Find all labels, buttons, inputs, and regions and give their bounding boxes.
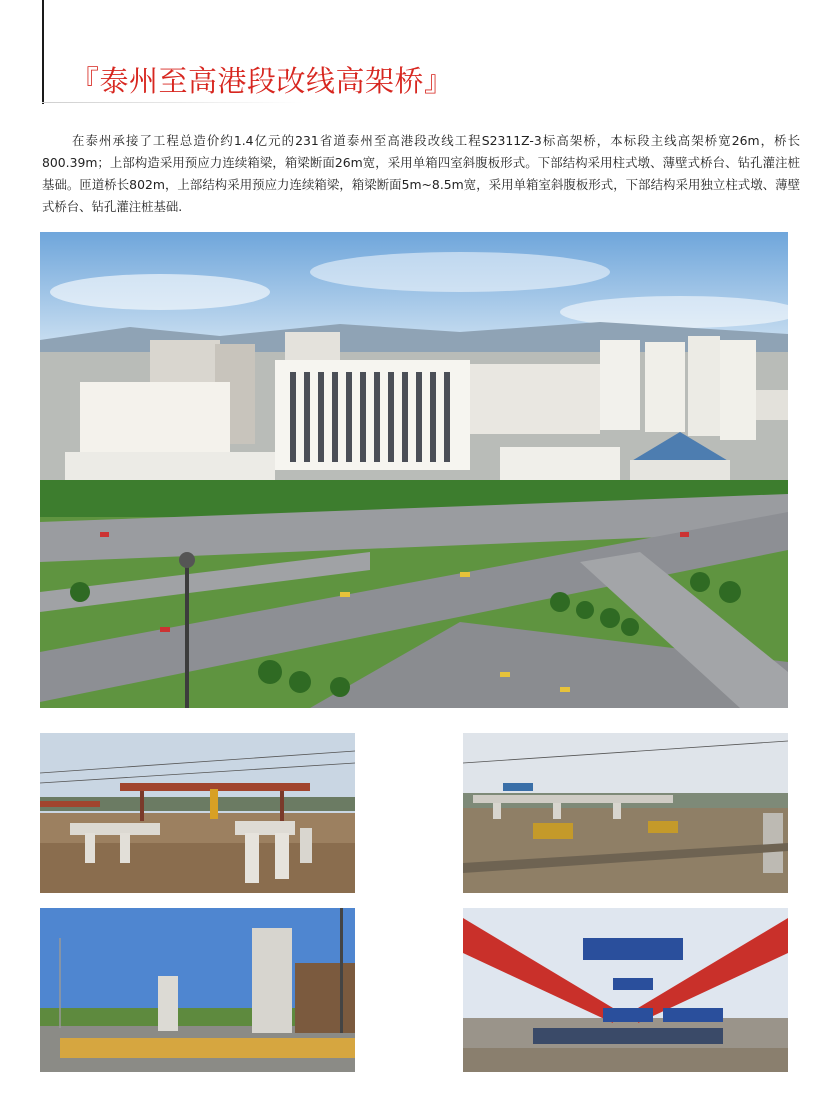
aerial-interchange-photo <box>40 232 788 708</box>
site-earthwork-photo <box>463 733 788 893</box>
project-description: 在泰州承接了工程总造价约1.4亿元的231省道泰州至高港段改线工程S2311Z-3标高架桥，本标段主线高架桥宽26m，桥长800.39m；上部构造采用预应力连续箱梁，箱梁断面26m宽，采用单箱四室斜腹板形式。下部结构采用柱式墩、薄壁式桥台、钻孔灌注桩基础。匝道桥长802m，上部结构采用预应力连续箱梁，箱梁断面5m~8.5m宽，采用单箱室斜腹板形式，下部结构采用独立柱式墩、薄壁式桥台、钻孔灌注桩基础. <box>42 133 800 215</box>
tall-pier-photo <box>40 908 355 1072</box>
bridge-gantry-photo <box>463 908 788 1072</box>
pier-construction-photo <box>40 733 355 893</box>
title-underline <box>42 102 304 103</box>
left-accent-rule <box>42 0 44 104</box>
page-title: 『泰州至高港段改线高架桥』 <box>70 64 454 99</box>
